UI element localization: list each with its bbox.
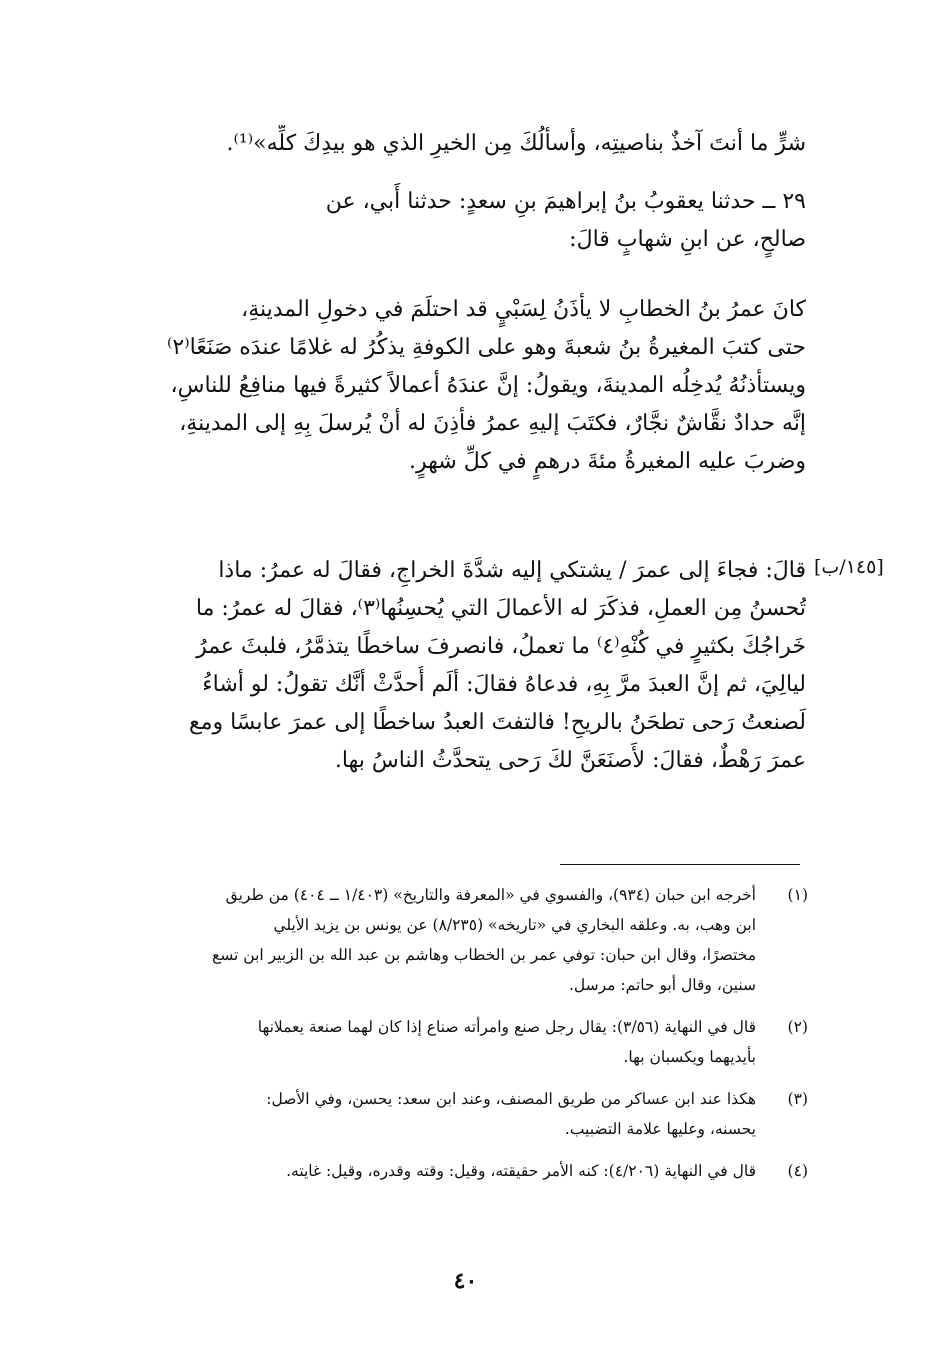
footnote-4 — [70, 1156, 810, 1186]
footnote-body — [70, 1012, 756, 1072]
text-line: ٢٩ ــ حدثنا يعقوبُ بنُ إبراهيمَ بنِ سعدٍ: حدثنا أَبي، عن — [325, 189, 806, 214]
footnote-line: هكذا عند ابن عساكر من طريق المصنف، وعند ابن سعد: يحسن، وفي الأصل: — [266, 1090, 756, 1108]
manuscript-reference-marker: [١٤٥/ب] — [814, 556, 884, 578]
text-line: ليالِيَ، ثم إنَّ العبدَ مرَّ بِهِ، فدعاهُ فقالَ: ألَم أُحدَّثْ أنَّك تقولُ: لو أشاءُ — [202, 672, 806, 697]
footnotes — [70, 880, 810, 1198]
text-line: ويستأذنُهُ يُدخِلُه المدينةَ، ويقولُ: إنَّ عندَهُ أعمالاً كثيرةً فيها منافِعُ للناسِ، — [170, 373, 806, 398]
footnote-separator — [560, 864, 800, 865]
footnote-line: أخرجه ابن حبان (٩٣٤)، والفسوي في «المعرفة والتاريخ» (١/٤٠٣ ــ ٤٠٤) من طريق — [225, 886, 756, 904]
text-line: لَصنعتُ رَحى تطحَنُ بالريحِ! فالتفتَ العبدُ ساخطًا إلى عمرَ عابسًا ومع — [188, 710, 806, 735]
text-line: تُحسنُ مِن العملِ، فذكَرَ له الأعمالَ التي يُحسِنُها⁽٣⁾، فقالَ له عمرُ: ما — [195, 596, 806, 621]
footnote-line: قال في النهاية (٣/٥٦): يقال رجل صنع وامرأته صناع إذا كان لهما صنعة يعملانها — [257, 1018, 756, 1036]
footnote-3 — [70, 1084, 810, 1144]
text-line: عمرَ رَهْطٌ، فقالَ: لأَصنَعَنَّ لكَ رَحى يتحدَّثُ الناسُ بها. — [334, 748, 806, 773]
footnote-line: بأيديهما ويكسبان بها. — [623, 1048, 756, 1066]
footnote-number: (٢) — [787, 1018, 808, 1036]
footnote-1 — [70, 880, 810, 1000]
footnote-2 — [70, 1012, 810, 1072]
paragraph-2 — [70, 183, 806, 259]
footnote-line: ابن وهب، به. وعلقه البخاري في «تاريخه» (٨/٢٣٥) عن يونس بن يزيد الأيلي — [273, 916, 756, 934]
paragraph-4 — [70, 552, 806, 780]
footnote-line: قال في النهاية (٤/٢٠٦): كنه الأمر حقيقته، وقيل: وقته وقدره، وقيل: غايته. — [286, 1162, 756, 1180]
footnote-body — [70, 1084, 756, 1144]
text-line: كانَ عمرُ بنُ الخطابِ لا يأذَنُ لِسَبْيٍ قد احتلَمَ في دخولِ المدينةِ، — [241, 297, 806, 322]
text-line: خَراجُكَ بكثيرٍ في كُنْهِ⁽٤⁾ ما تعملُ، فانصرفَ ساخطًا يتذمَّرُ، فلبثَ عمرُ — [196, 634, 806, 659]
text-line: صالحٍ، عن ابنِ شهابٍ قالَ: — [569, 227, 806, 252]
footnote-number: (٤) — [787, 1162, 808, 1180]
paragraph-1 — [70, 125, 806, 163]
footnote-line: يحسنه، وعليها علامة التضبيب. — [564, 1120, 756, 1138]
text-line: وضربَ عليه المغيرةُ مئةَ درهمٍ في كلِّ شهرٍ. — [409, 449, 806, 474]
footnote-number: (٣) — [787, 1090, 808, 1108]
footnote-line: مختصرًا، وقال ابن حبان: توفي عمر بن الخطاب وهاشم بن عبد الله بن الزبير ابن تسع — [211, 946, 756, 964]
page-number: ٤٠ — [453, 1268, 478, 1294]
paragraph-3 — [70, 291, 806, 481]
text-line: إنَّه حدادٌ نقَّاشٌ نجَّارٌ، فكتَبَ إليهِ عمرُ فأذِنَ له أنْ يُرسلَ بِهِ إلى المدينةِ، — [179, 411, 806, 436]
footnote-body — [70, 1156, 756, 1186]
footnote-body — [70, 880, 756, 1000]
footnote-line: سنين، وقال أبو حاتم: مرسل. — [568, 976, 756, 994]
text-line: قالَ: فجاءَ إلى عمرَ / يشتكي إليه شدَّةَ الخراجِ، فقالَ له عمرُ: ماذا — [218, 558, 806, 583]
text-line: حتى كتبَ المغيرةُ بنُ شعبةَ وهو على الكوفةِ يذكُرُ له غلامًا عندَه صَنَعًا⁽٢⁾ — [166, 335, 806, 360]
footnote-number: (١) — [787, 886, 808, 904]
text-line: شرٍّ ما أنتَ آخذٌ بناصيتِه، وأسألُكَ مِن الخيرِ الذي هو بيدِكَ كلِّه»⁽¹⁾. — [226, 131, 806, 156]
